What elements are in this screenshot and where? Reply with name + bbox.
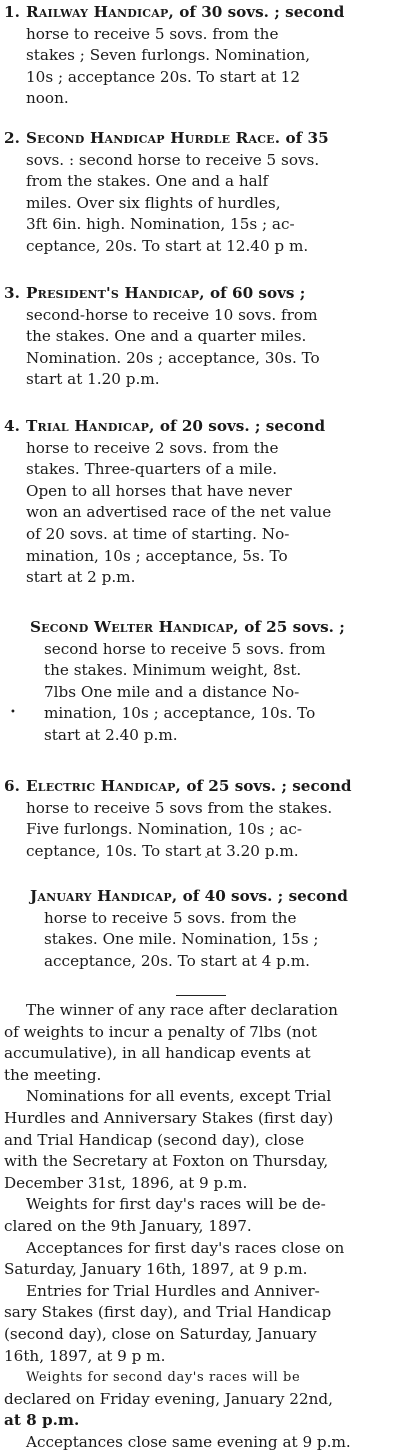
condition-line: accumulative), in all handicap events at	[4, 1044, 311, 1063]
race-number: 3.	[4, 284, 20, 302]
condition-line: The winner of any race after declaration	[26, 1001, 338, 1019]
condition-line: Weights for first day's races will be de-	[26, 1195, 326, 1214]
race-text: of 40 sovs. ; second	[177, 887, 348, 905]
race-text: horse to receive 5 sovs. from the	[44, 908, 297, 927]
race-text: stakes. Three-quarters of a mile.	[26, 460, 278, 479]
race-detail-line	[4, 214, 402, 236]
race-detail-line	[4, 236, 402, 258]
race-text: mination, 10s ; acceptance, 5s. To	[26, 546, 288, 565]
race-text: Nomination. 20s ; acceptance, 30s. To	[26, 348, 320, 367]
race-text: 3ft 6in. high. Nomination, 15s ; ac-	[26, 215, 295, 234]
race-detail-line	[4, 524, 402, 546]
race-title: President's Handicap,	[26, 284, 205, 302]
condition-line: 16th, 1897, at 9 p m.	[4, 1346, 166, 1365]
condition-line: of weights to incur a penalty of 7lbs (not	[4, 1022, 317, 1041]
race-text: 10s ; acceptance 20s. To start at 12	[26, 67, 301, 86]
race-detail-line	[4, 45, 402, 67]
race-detail-line	[4, 639, 402, 661]
race-text: acceptance, 20s. To start at 4 p.m.	[44, 951, 310, 970]
race-title: Trial Handicap,	[26, 417, 155, 435]
race-text: start at 2 p.m.	[26, 568, 136, 587]
race-title: Electric Handicap,	[26, 777, 182, 795]
race-text: stakes. One mile. Nomination, 15s ;	[44, 930, 319, 949]
race-text: of 20 sovs. ; second	[154, 417, 326, 435]
race-entry	[4, 617, 402, 747]
race-entry	[4, 283, 402, 391]
race-detail-line	[4, 929, 402, 951]
race-detail-line	[4, 171, 402, 193]
meeting-conditions	[4, 1000, 402, 1453]
race-entry	[4, 2, 402, 110]
race-detail-line	[4, 348, 402, 370]
race-detail-line	[4, 150, 402, 172]
race-detail-line	[4, 305, 402, 327]
race-entry	[4, 128, 402, 258]
race-entry	[4, 886, 402, 972]
race-text: horse to receive 2 sovs. from the	[26, 438, 279, 457]
race-text: second horse to receive 5 sovs. from	[44, 639, 326, 658]
condition-line: Acceptances for first day's races close on	[26, 1238, 345, 1257]
stray-dot-mark: •	[10, 707, 16, 718]
race-text: of 25 sovs. ; second	[181, 777, 352, 795]
race-detail-line	[4, 88, 402, 110]
condition-line: Nominations for all events, except Trial	[26, 1087, 332, 1106]
race-text: start at 1.20 p.m.	[26, 370, 160, 389]
condition-line: at 8 p.m.	[4, 1411, 80, 1430]
race-detail-line	[4, 24, 402, 46]
race-detail-line	[4, 819, 402, 841]
condition-line: Hurdles and Anniversary Stakes (first day)	[4, 1108, 334, 1127]
condition-line: clared on the 9th January, 1897.	[4, 1216, 252, 1235]
condition-line: Entries for Trial Hurdles and Anniver-	[26, 1281, 320, 1300]
race-detail-line	[4, 481, 402, 503]
race-text: miles. Over six flights of hurdles,	[26, 193, 281, 212]
race-heading-line	[4, 128, 402, 150]
race-number: 6.	[4, 777, 20, 795]
race-heading-line	[4, 617, 402, 639]
race-detail-line	[4, 326, 402, 348]
race-detail-line	[4, 546, 402, 568]
race-entry	[4, 416, 402, 589]
race-heading-line	[4, 886, 402, 908]
stray-print-mark: ˇ	[204, 857, 209, 867]
race-number: 2.	[4, 129, 20, 147]
race-detail-line	[4, 502, 402, 524]
condition-line: with the Secretary at Foxton on Thursday,	[4, 1152, 329, 1171]
race-text: second-horse to receive 10 sovs. from	[26, 305, 318, 324]
race-entry	[4, 776, 402, 862]
condition-line: sary Stakes (first day), and Trial Handicap	[4, 1303, 332, 1322]
race-detail-line	[4, 193, 402, 215]
race-text: noon.	[26, 89, 69, 108]
race-detail-line	[4, 725, 402, 747]
condition-line: and Trial Handicap (second day), close	[4, 1130, 305, 1149]
condition-line: declared on Friday evening, January 22nd,	[4, 1389, 333, 1408]
race-title: Railway Handicap,	[26, 3, 174, 21]
race-detail-line	[4, 567, 402, 589]
race-text: 7lbs One mile and a distance No-	[44, 682, 300, 701]
race-number: 1.	[4, 3, 20, 21]
race-number: 4.	[4, 417, 20, 435]
race-detail-line	[4, 67, 402, 89]
race-text: Five furlongs. Nomination, 10s ; ac-	[26, 820, 303, 839]
race-text: the stakes. One and a quarter miles.	[26, 327, 307, 346]
race-text: mination, 10s ; acceptance, 10s. To	[44, 704, 316, 723]
race-title: January Handicap,	[30, 887, 178, 905]
race-text: of 20 sovs. at time of starting. No-	[26, 524, 290, 543]
race-title: Second Handicap Hurdle Race.	[26, 129, 281, 147]
race-detail-line	[4, 908, 402, 930]
condition-line: Saturday, January 16th, 1897, at 9 p.m.	[4, 1260, 308, 1279]
race-text: horse to receive 5 sovs from the stakes.	[26, 798, 333, 817]
race-text: won an advertised race of the net value	[26, 503, 332, 522]
race-detail-line	[4, 841, 402, 863]
condition-line: December 31st, 1896, at 9 p.m.	[4, 1173, 248, 1192]
race-text: ceptance, 10s. To start at 3.20 p.m.	[26, 841, 299, 860]
race-text: of 25 sovs. ;	[238, 618, 345, 636]
condition-line: Weights for second day's races will be	[26, 1370, 301, 1386]
race-text: from the stakes. One and a half	[26, 172, 269, 191]
race-text: stakes ; Seven furlongs. Nomination,	[26, 46, 311, 65]
race-text: of 35	[280, 129, 329, 147]
race-detail-line	[4, 951, 402, 973]
race-detail-line	[4, 459, 402, 481]
race-heading-line	[4, 283, 402, 305]
section-divider	[176, 995, 226, 996]
race-detail-line	[4, 660, 402, 682]
race-heading-line	[4, 416, 402, 438]
race-title: Second Welter Handicap,	[30, 618, 239, 636]
condition-line: (second day), close on Saturday, January	[4, 1324, 317, 1343]
race-detail-line	[4, 438, 402, 460]
condition-line: the meeting.	[4, 1065, 102, 1084]
race-text: of 60 sovs ;	[204, 284, 306, 302]
condition-line: Acceptances close same evening at 9 p.m.	[26, 1432, 351, 1451]
race-text: horse to receive 5 sovs. from the	[26, 24, 279, 43]
race-text: sovs. : second horse to receive 5 sovs.	[26, 150, 320, 169]
race-heading-line	[4, 776, 402, 798]
race-text: of 30 sovs. ; second	[173, 3, 345, 21]
race-text: start at 2.40 p.m.	[44, 725, 178, 744]
race-text: the stakes. Minimum weight, 8st.	[44, 661, 302, 680]
race-text: ceptance, 20s. To start at 12.40 p m.	[26, 236, 309, 255]
race-text: Open to all horses that have never	[26, 481, 292, 500]
race-heading-line	[4, 2, 402, 24]
race-detail-line	[4, 369, 402, 391]
race-detail-line	[4, 798, 402, 820]
race-detail-line	[4, 703, 402, 725]
race-detail-line	[4, 682, 402, 704]
